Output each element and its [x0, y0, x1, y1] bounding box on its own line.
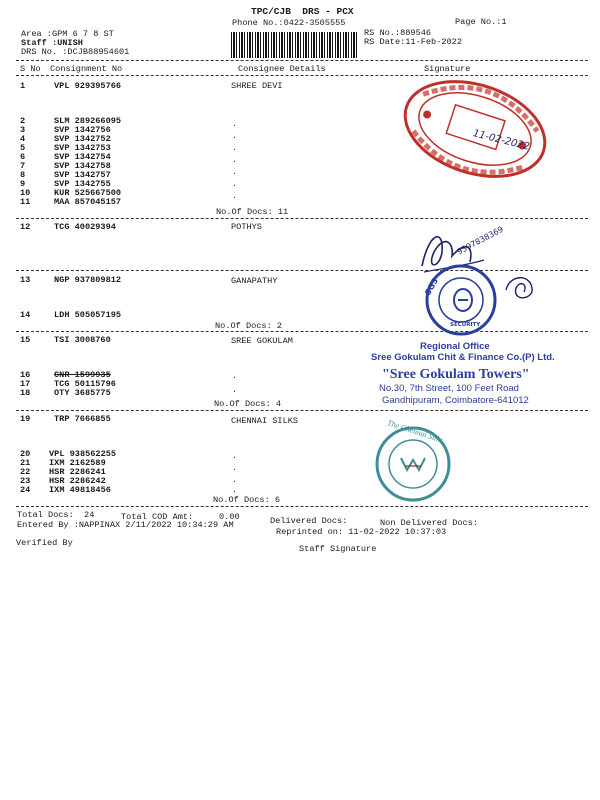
docs-count: No.Of Docs: 2	[215, 321, 283, 331]
row-sno: 9	[20, 179, 26, 189]
row-sno: 8	[20, 170, 26, 180]
detail-dot: .	[232, 452, 237, 461]
detail-dot: .	[232, 476, 237, 485]
consignment-no: MAA 857045157	[54, 197, 122, 207]
detail-dot: .	[232, 486, 237, 495]
col-consignee: Consignee Details	[238, 64, 326, 74]
row-sno: 1	[20, 81, 26, 91]
staff-field: Staff :UNISH	[21, 38, 83, 48]
barcode	[231, 32, 357, 58]
area-field: Area :GPM 6 7 8 ST	[21, 29, 114, 39]
detail-dot: .	[232, 120, 237, 129]
row-sno: 23	[20, 476, 31, 486]
row-sno: 14	[20, 310, 31, 320]
gokulam-company: Sree Gokulam Chit & Finance Co.(P) Ltd.	[371, 352, 555, 363]
detail-dot: .	[232, 386, 237, 395]
chennai-silks-label: The Chennai Silks	[386, 418, 445, 445]
consignee-name: GANAPATHY	[231, 276, 278, 286]
divider	[16, 506, 588, 507]
consignment-no: SVP 1342757	[54, 170, 111, 180]
consignment-no: SVP 1342753	[54, 143, 111, 153]
col-signature: Signature	[424, 64, 471, 74]
consignee-name: SREE GOKULAM	[231, 336, 293, 346]
reprinted-on: Reprinted on: 11-02-2022 10:37:03	[276, 527, 447, 537]
row-sno: 20	[20, 449, 31, 459]
consignment-no: IXM 49818456	[49, 485, 111, 495]
row-sno: 22	[20, 467, 31, 477]
row-sno: 19	[20, 414, 31, 424]
detail-dot: .	[232, 180, 237, 189]
detail-dot: .	[232, 192, 237, 201]
gokulam-office: Regional Office	[420, 341, 490, 352]
consignment-no: HSR 2286242	[49, 476, 106, 486]
consignee-name: POTHYS	[231, 222, 262, 232]
row-sno: 18	[20, 388, 31, 398]
consignment-no: SVP 1342755	[54, 179, 111, 189]
row-sno: 6	[20, 152, 26, 162]
phone-number: Phone No.:0422-3505555	[232, 18, 346, 28]
row-sno: 21	[20, 458, 31, 468]
report-title: TPC/CJB DRS - PCX	[251, 6, 354, 17]
consignment-no: CNR 1599935	[54, 370, 111, 380]
consignment-no: SVP 1342758	[54, 161, 111, 171]
rs-date: RS Date:11-Feb-2022	[364, 37, 462, 47]
entered-by: Entered By :NAPPINAX 2/11/2022 10:34:29 AM	[17, 520, 234, 530]
row-sno: 7	[20, 161, 26, 171]
consignment-no: SVP 1342754	[54, 152, 111, 162]
consignee-name: SHREE DEVI	[231, 81, 283, 91]
rs-number: RS No.:889546	[364, 28, 432, 38]
security-label: SECURITY	[450, 322, 481, 328]
row-sno: 5	[20, 143, 26, 153]
docs-count: No.Of Docs: 6	[213, 495, 281, 505]
signature-number: 9597838369	[455, 224, 505, 257]
consignment-no: TCG 50115796	[54, 379, 116, 389]
divider	[16, 410, 588, 411]
row-sno: 16	[20, 370, 31, 380]
col-consignment: Consignment No	[50, 64, 123, 74]
consignment-no: IXM 2162589	[49, 458, 106, 468]
row-sno: 10	[20, 188, 31, 198]
consignment-no: VPL 938562255	[49, 449, 117, 459]
row-sno: 4	[20, 134, 26, 144]
total-cod: Total COD Amt: 0.00	[121, 512, 240, 522]
row-sno: 3	[20, 125, 26, 135]
staff-signature-label: Staff Signature	[299, 544, 377, 554]
initials-scribble	[500, 270, 540, 306]
row-sno: 24	[20, 485, 31, 495]
consignment-no: LDH 505057195	[54, 310, 122, 320]
consignment-no: SVP 1342752	[54, 134, 111, 144]
gokulam-address-line1: No.30, 7th Street, 100 Feet Road	[379, 383, 519, 394]
consignment-no: TRP 7666855	[54, 414, 111, 424]
consignee-name: CHENNAI SILKS	[231, 416, 299, 426]
divider	[16, 60, 588, 61]
delivered-docs: Delivered Docs:	[270, 516, 348, 526]
non-delivered-docs: Non Delivered Docs:	[380, 518, 478, 528]
total-docs: Total Docs: 24	[17, 510, 95, 520]
handwritten-date: 11-02-2022	[471, 128, 531, 153]
drs-number: DRS No. :DCJB88954601	[21, 47, 130, 57]
consignment-no: TCG 40029394	[54, 222, 116, 232]
verified-by: Verified By	[16, 538, 73, 548]
consignment-no: KUR 525667500	[54, 188, 122, 198]
consignment-no: VPL 929395766	[54, 81, 122, 91]
row-sno: 11	[20, 197, 31, 207]
detail-dot: .	[232, 132, 237, 141]
col-sno: S No	[20, 64, 41, 74]
page-number: Page No.:1	[455, 17, 507, 27]
docs-count: No.Of Docs: 11	[216, 207, 289, 217]
detail-dot: .	[232, 372, 237, 381]
row-sno: 12	[20, 222, 31, 232]
divider	[16, 218, 588, 219]
sgs-label: SGS	[423, 276, 441, 297]
detail-dot: .	[232, 464, 237, 473]
gokulam-building: "Sree Gokulam Towers"	[382, 367, 530, 382]
consignment-no: TSI 3008760	[54, 335, 111, 345]
detail-dot: .	[232, 144, 237, 153]
detail-dot: .	[232, 168, 237, 177]
row-sno: 15	[20, 335, 31, 345]
docs-count: No.Of Docs: 4	[214, 399, 282, 409]
detail-dot: .	[232, 156, 237, 165]
consignment-no: NGP 937809812	[54, 275, 122, 285]
row-sno: 2	[20, 116, 26, 126]
consignment-no: OTY 3685775	[54, 388, 111, 398]
row-sno: 17	[20, 379, 31, 389]
gokulam-address-line2: Gandhipuram, Coimbatore-641012	[382, 395, 529, 406]
consignment-no: SLM 289266095	[54, 116, 122, 126]
consignment-no: HSR 2286241	[49, 467, 106, 477]
consignment-no: SVP 1342756	[54, 125, 111, 135]
row-sno: 13	[20, 275, 31, 285]
